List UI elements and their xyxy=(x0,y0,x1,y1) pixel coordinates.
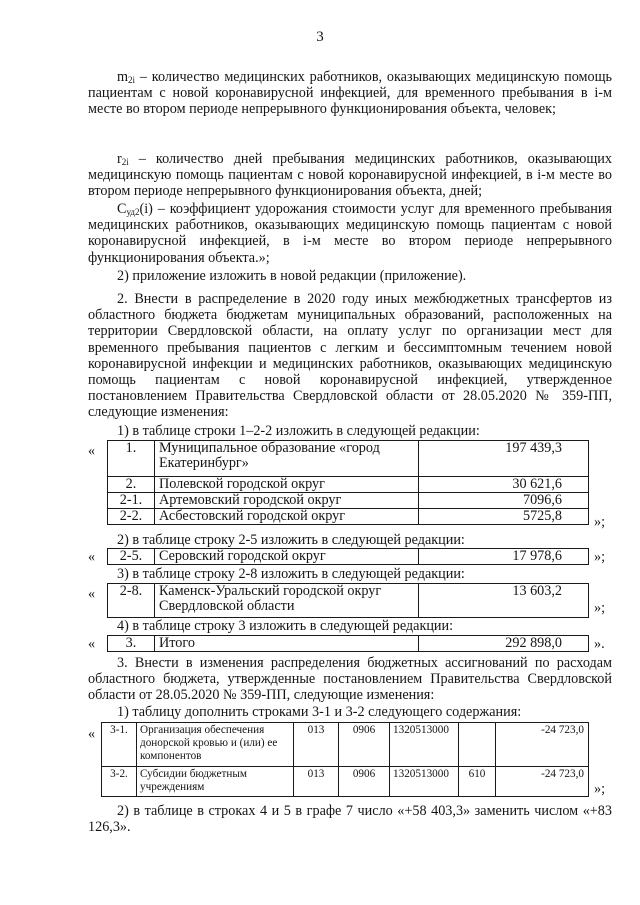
row-number: 2-5. xyxy=(108,549,155,565)
var-c-arg: (i) xyxy=(139,201,153,217)
row-number: 2. xyxy=(108,477,155,493)
table-rows-1-2-2 xyxy=(107,440,589,525)
section-2-text: 2. Внести в распределение в 2020 году иных межбюджетных трансфертов из областного бюджета бюджетам муниципальных образований, расположенных на территории Свердловской области, на оплату услуг по организации мест для временного пребывания пациентов с легким и бессимптомным течением новой коронавирусной инфекции и медицинских работников, оказывающих медицинскую помощь пациентам с новой коронавирусной инфекцией, утвержденное постановлением Правительства Свердловской области от 28.05.2020 № 359-ПП, следующие изменения: xyxy=(88,291,612,421)
var-m-sub: 2i xyxy=(128,75,136,85)
row-col-type xyxy=(459,723,496,767)
definition-cud-text: – коэффициент удорожания стоимости услуг для временного пребывания медицинских работников, оказывающих медицинскую помощь пациентам с новой коронавирусной инфекцией, в i-м месте во втором периоде непрерывного функционирования объекта.»; xyxy=(88,201,612,266)
quote-close: »; xyxy=(594,781,606,797)
row-name: Итого xyxy=(155,636,419,652)
row-number: 3-1. xyxy=(102,723,137,767)
section-3-item-1: 1) таблицу дополнить строками 3-1 и 3-2 следующего содержания: xyxy=(117,704,522,720)
section-3-item-2: 2) в таблице в строках 4 и 5 в графе 7 число «+58 403,3» заменить числом «+83 126,3». xyxy=(88,803,612,836)
definition-r2i-text: – количество дней пребывания медицинских работников, оказывающих медицинскую помощь пациентам с новой коронавирусной инфекцией, в i-м месте во втором периоде непрерывного функционирования объекта, дней; xyxy=(88,151,612,200)
definition-m2i-text: – количество медицинских работников, оказывающих медицинскую помощь пациентам с новой коронавирусной инфекцией, для временного пребывания в i-м месте во втором периоде непрерывного функционирования объекта, человек; xyxy=(88,69,612,118)
row-value: 197 439,3 xyxy=(419,441,589,477)
section-2-item-4: 4) в таблице строку 3 изложить в следующей редакции: xyxy=(117,618,454,634)
row-name: Артемовский городской округ xyxy=(155,493,419,509)
table-row xyxy=(108,584,589,618)
row-number: 1. xyxy=(108,441,155,477)
row-name: Муниципальное образование «город Екатеринбург» xyxy=(155,441,419,477)
table-row xyxy=(108,441,589,477)
row-value: 13 603,2 xyxy=(419,584,589,618)
row-col-type: 610 xyxy=(459,767,496,797)
row-value: -24 723,0 xyxy=(496,723,589,767)
table-row xyxy=(108,493,589,509)
row-value: 7096,6 xyxy=(419,493,589,509)
quote-close: ». xyxy=(594,636,605,652)
row-number: 3-2. xyxy=(102,767,137,797)
definition-r2i xyxy=(88,151,612,200)
section-3-text: 3. Внести в изменения распределения бюджетных ассигнований по расходам областного бюджета, утвержденные постановлением Правительства Свердловской области от 28.05.2020 № 359-ПП, следующие изменения: xyxy=(88,655,612,704)
table-row-2-5 xyxy=(107,548,589,565)
definition-cud xyxy=(88,201,612,266)
var-c-sub: уд2 xyxy=(126,207,140,217)
row-col-section: 0906 xyxy=(339,767,390,797)
row-value: 292 898,0 xyxy=(419,636,589,652)
definition-m2i xyxy=(88,69,612,118)
row-number: 2-2. xyxy=(108,509,155,525)
row-number: 3. xyxy=(108,636,155,652)
row-name: Полевской городской округ xyxy=(155,477,419,493)
quote-open: « xyxy=(88,586,96,602)
row-name: Серовский городской округ xyxy=(155,549,419,565)
row-value: 30 621,6 xyxy=(419,477,589,493)
row-col-ministry: 013 xyxy=(294,723,339,767)
row-name: Асбестовский городской округ xyxy=(155,509,419,525)
row-value: -24 723,0 xyxy=(496,767,589,797)
row-name: Субсидии бюджетным учреждениям xyxy=(137,767,294,797)
quote-open: « xyxy=(88,549,96,565)
quote-open: « xyxy=(88,636,96,652)
row-name: Организация обеспечения донорской кровью и (или) ее компонентов xyxy=(137,723,294,767)
section-2-item-3: 3) в таблице строку 2-8 изложить в следующей редакции: xyxy=(117,566,465,582)
section-2-item-1: 1) в таблице строки 1–2-2 изложить в следующей редакции: xyxy=(117,423,480,439)
row-col-target: 1320513000 xyxy=(390,767,459,797)
quote-close: »; xyxy=(594,514,606,530)
row-name: Каменск-Уральский городской округ Свердловской области xyxy=(155,584,419,618)
var-r: r xyxy=(117,151,122,167)
table-row xyxy=(108,477,589,493)
row-col-target: 1320513000 xyxy=(390,723,459,767)
table-row xyxy=(108,509,589,525)
row-col-ministry: 013 xyxy=(294,767,339,797)
var-m: m xyxy=(117,69,129,85)
table-row-3 xyxy=(107,635,589,652)
quote-open: « xyxy=(88,726,96,742)
row-value: 17 978,6 xyxy=(419,549,589,565)
row-value: 5725,8 xyxy=(419,509,589,525)
table-row xyxy=(108,636,589,652)
var-r-sub: 2i xyxy=(121,157,129,167)
var-c: С xyxy=(117,201,127,217)
table-row xyxy=(102,723,589,767)
table-row-2-8 xyxy=(107,583,589,618)
row-col-section: 0906 xyxy=(339,723,390,767)
page-number: 3 xyxy=(316,29,324,45)
table-row xyxy=(102,767,589,797)
section-2-item-2: 2) в таблице строку 2-5 изложить в следующей редакции: xyxy=(117,532,465,548)
table-budget-rows xyxy=(101,722,589,797)
quote-open: « xyxy=(88,443,96,459)
row-number: 2-1. xyxy=(108,493,155,509)
table-row xyxy=(108,549,589,565)
quote-close: »; xyxy=(594,549,606,565)
quote-close: »; xyxy=(594,600,606,616)
row-number: 2-8. xyxy=(108,584,155,618)
paragraph-appendix: 2) приложение изложить в новой редакции (приложение). xyxy=(117,268,467,284)
